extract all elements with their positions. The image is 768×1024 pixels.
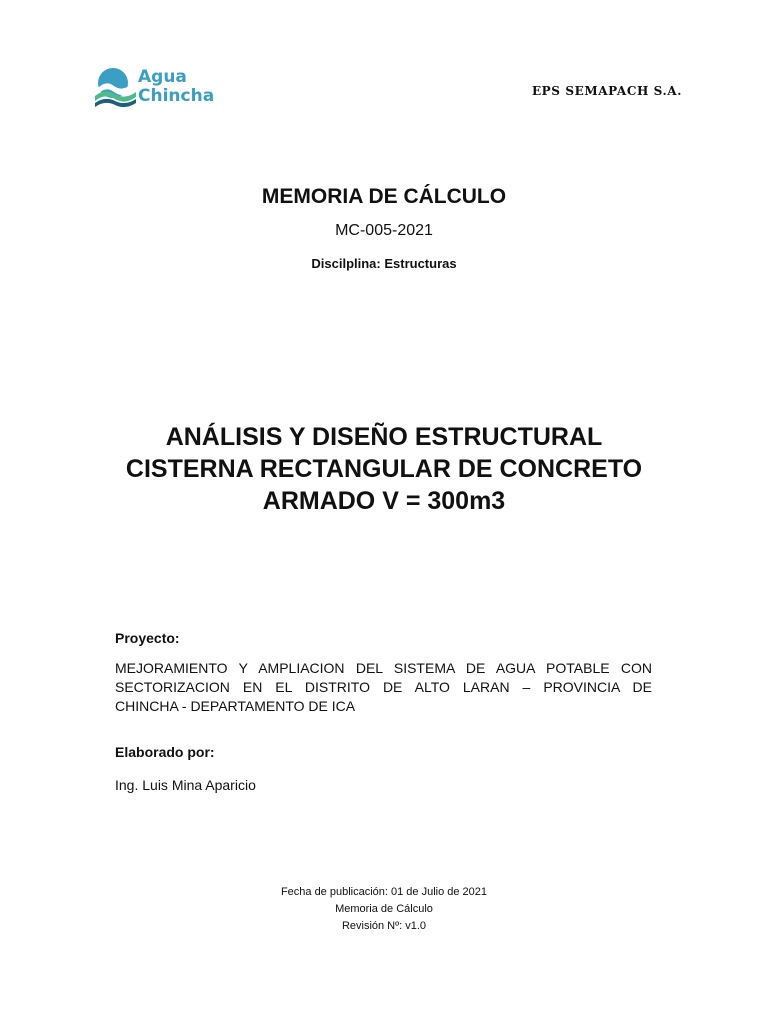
main-title-line-3: ARMADO V = 300m3	[262, 487, 506, 515]
logo-line-1: Agua	[138, 67, 187, 87]
agua-chincha-logo-icon	[92, 66, 138, 110]
main-title-line-1: ANÁLISIS Y DISEÑO ESTRUCTURAL	[165, 423, 603, 451]
company-name: EPS SEMAPACH S.A.	[531, 84, 682, 98]
company-logo	[92, 66, 222, 112]
publication-footer	[0, 884, 768, 935]
project-label: Proyecto:	[115, 630, 180, 646]
project-description	[115, 659, 652, 716]
document-code: MC-005-2021	[335, 222, 433, 239]
discipline: Discilplina: Estructuras	[311, 256, 457, 271]
publication-date: Fecha de publicación: 01 de Julio de 2021	[280, 886, 488, 898]
project-line-3: CHINCHA - DEPARTAMENTO DE ICA	[115, 698, 356, 714]
document-title: MEMORIA DE CÁLCULO	[261, 185, 507, 208]
logo-line-2: Chincha	[138, 86, 215, 106]
main-title	[0, 421, 768, 517]
revision-number: Revisión Nº: v1.0	[341, 920, 427, 932]
project-line-1: MEJORAMIENTO Y AMPLIACION DEL SISTEMA DE AGUA POTABLE CON	[115, 660, 652, 676]
project-line-2: SECTORIZACION EN EL DISTRITO DE ALTO LARAN – PROVINCIA DE	[115, 679, 652, 695]
footer-document-type: Memoria de Cálculo	[335, 903, 433, 915]
logo-text	[138, 68, 214, 106]
author-name: Ing. Luis Mina Aparicio	[115, 777, 256, 793]
author-label: Elaborado por:	[115, 744, 215, 760]
main-title-line-2: CISTERNA RECTANGULAR DE CONCRETO	[125, 455, 643, 483]
